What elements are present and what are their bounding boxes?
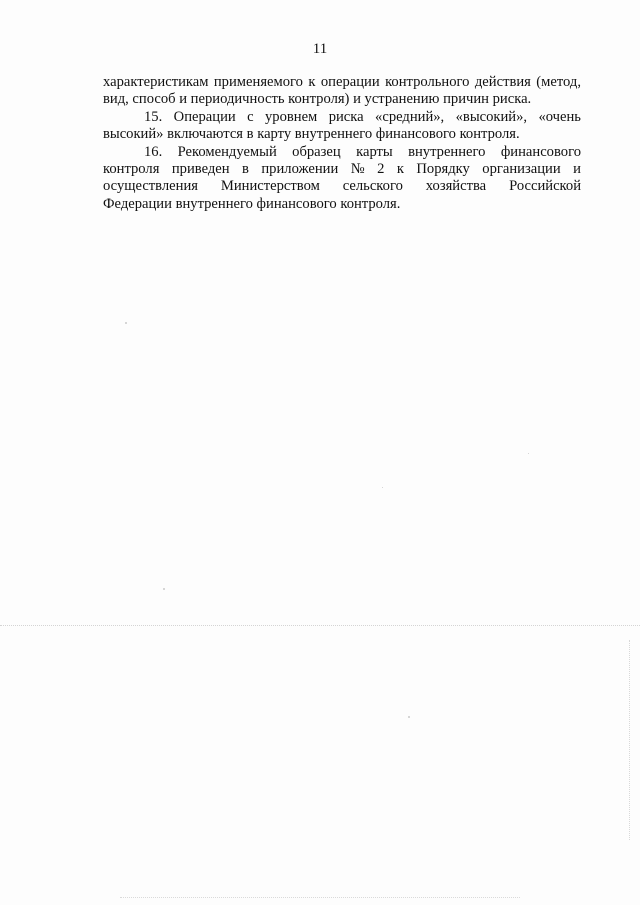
word: и (573, 161, 581, 178)
scan-speck (125, 322, 127, 324)
word: уровнем (264, 108, 318, 125)
scan-speck (382, 487, 383, 488)
word: с (247, 108, 254, 125)
word: «средний», (375, 108, 445, 125)
word: Рекомендуемый (177, 143, 277, 160)
word: № (350, 161, 365, 178)
word: риска (328, 108, 364, 125)
word: 2 (377, 161, 385, 178)
word: приведен (171, 161, 230, 178)
word: (метод, (536, 74, 581, 90)
text-line: вид, способ и периодичность контроля) и устранению причин риска. (103, 91, 532, 108)
page-number: 11 (312, 41, 328, 57)
word: контрольного (385, 74, 470, 90)
word: применяемого (213, 74, 303, 90)
word: осуществления (103, 178, 198, 195)
word: операции (320, 74, 380, 90)
text-line (103, 178, 581, 195)
word: в (242, 161, 249, 178)
word: хозяйства (425, 178, 487, 195)
word: сельского (342, 178, 403, 195)
word: Российской (509, 178, 581, 195)
scan-speck (528, 453, 529, 454)
word: «очень (538, 108, 581, 125)
word: «высокий», (455, 108, 528, 125)
body-text (103, 74, 581, 213)
scan-speck (408, 716, 410, 718)
word: Операции (173, 108, 236, 125)
word: контроля (103, 161, 160, 178)
word: образец (292, 143, 341, 160)
text-line: высокий» включаются в карту внутреннего финансового контроля. (103, 126, 520, 143)
scan-artifact-edge (120, 897, 520, 898)
text-line: Федерации внутреннего финансового контроля. (103, 195, 401, 212)
scan-speck (163, 588, 165, 590)
word: Министерством (220, 178, 320, 195)
word: к (396, 161, 404, 178)
word: 15. (144, 108, 163, 125)
word: Порядку (416, 161, 470, 178)
scan-artifact-edge (629, 640, 630, 840)
word: организации (482, 161, 561, 178)
word: действия (474, 74, 531, 90)
scan-artifact-line (0, 625, 640, 626)
word: внутреннего (408, 143, 486, 160)
word: характеристикам (103, 74, 209, 90)
word: к (308, 74, 316, 90)
text-line (103, 109, 581, 126)
word: финансового (500, 143, 581, 160)
word: 16. (144, 143, 163, 160)
word: карты (356, 143, 393, 160)
text-line (103, 161, 581, 178)
word: приложении (261, 161, 339, 178)
text-line (103, 144, 581, 161)
text-line (103, 74, 581, 91)
